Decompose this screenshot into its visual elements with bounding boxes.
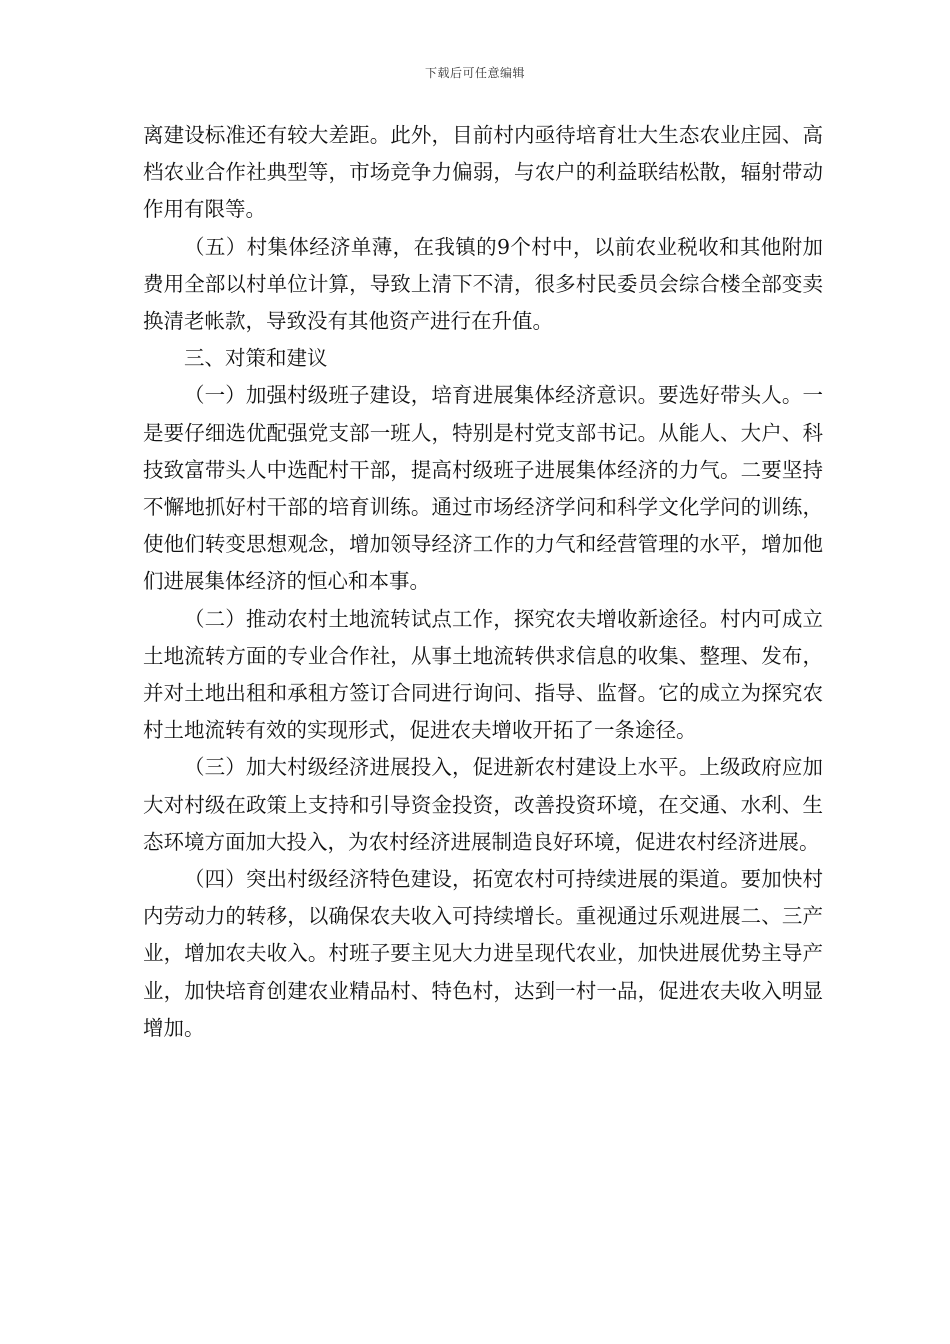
paragraph-measure-three: （三）加大村级经济进展投入，促进新农村建设上水平。上级政府应加大对村级在政策上支持和引导资金投资，改善投资环境，在交通、水利、生态环境方面加大投入，为农村经济进展制造良好环境，促进农村经济进展。 (143, 755, 823, 854)
paragraph-measure-one: （一）加强村级班子建设，培育进展集体经济意识。要选好带头人。一是要仔细选优配强党支部一班人，特别是村党支部书记。从能人、大户、科技致富带头人中选配村干部，提高村级班子进展集体经济的力气。二要坚持不懈地抓好村干部的培育训练。通过市场经济学问和科学文化学问的训练，使他们转变思想观念，增加领导经济工作的力气和经营管理的水平，增加他们进展集体经济的恒心和本事。 (143, 383, 823, 594)
paragraph-continuation: 离建设标准还有较大差距。此外，目前村内亟待培育壮大生态农业庄园、高档农业合作社典型等，市场竞争力偏弱，与农户的利益联结松散，辐射带动作用有限等。 (143, 123, 823, 222)
page-header: 下载后可任意编辑 (424, 66, 525, 80)
paragraph-measure-four: （四）突出村级经济特色建设，拓宽农村可持续进展的渠道。要加快村内劳动力的转移，以确保农夫收入可持续增长。重视通过乐观进展二、三产业，增加农夫收入。村班子要主见大力进呈现代农业，加快进展优势主导产业，加快培育创建农业精品村、特色村，达到一村一品，促进农夫收入明显增加。 (143, 867, 823, 1040)
document-body (143, 117, 823, 1047)
paragraph-measure-two: （二）推动农村土地流转试点工作，探究农夫增收新途径。村内可成立土地流转方面的专业合作社，从事土地流转供求信息的收集、整理、发布，并对土地出租和承租方签订合同进行询问、指导、监督。它的成立为探究农村土地流转有效的实现形式，促进农夫增收开拓了一条途径。 (143, 606, 823, 743)
paragraph-item-five: （五）村集体经济单薄，在我镇的9个村中，以前农业税收和其他附加费用全部以村单位计算，导致上清下不清，很多村民委员会综合楼全部变卖换清老帐款，导致没有其他资产进行在升值。 (143, 234, 823, 334)
section-heading-countermeasures: 三、对策和建议 (184, 346, 328, 371)
